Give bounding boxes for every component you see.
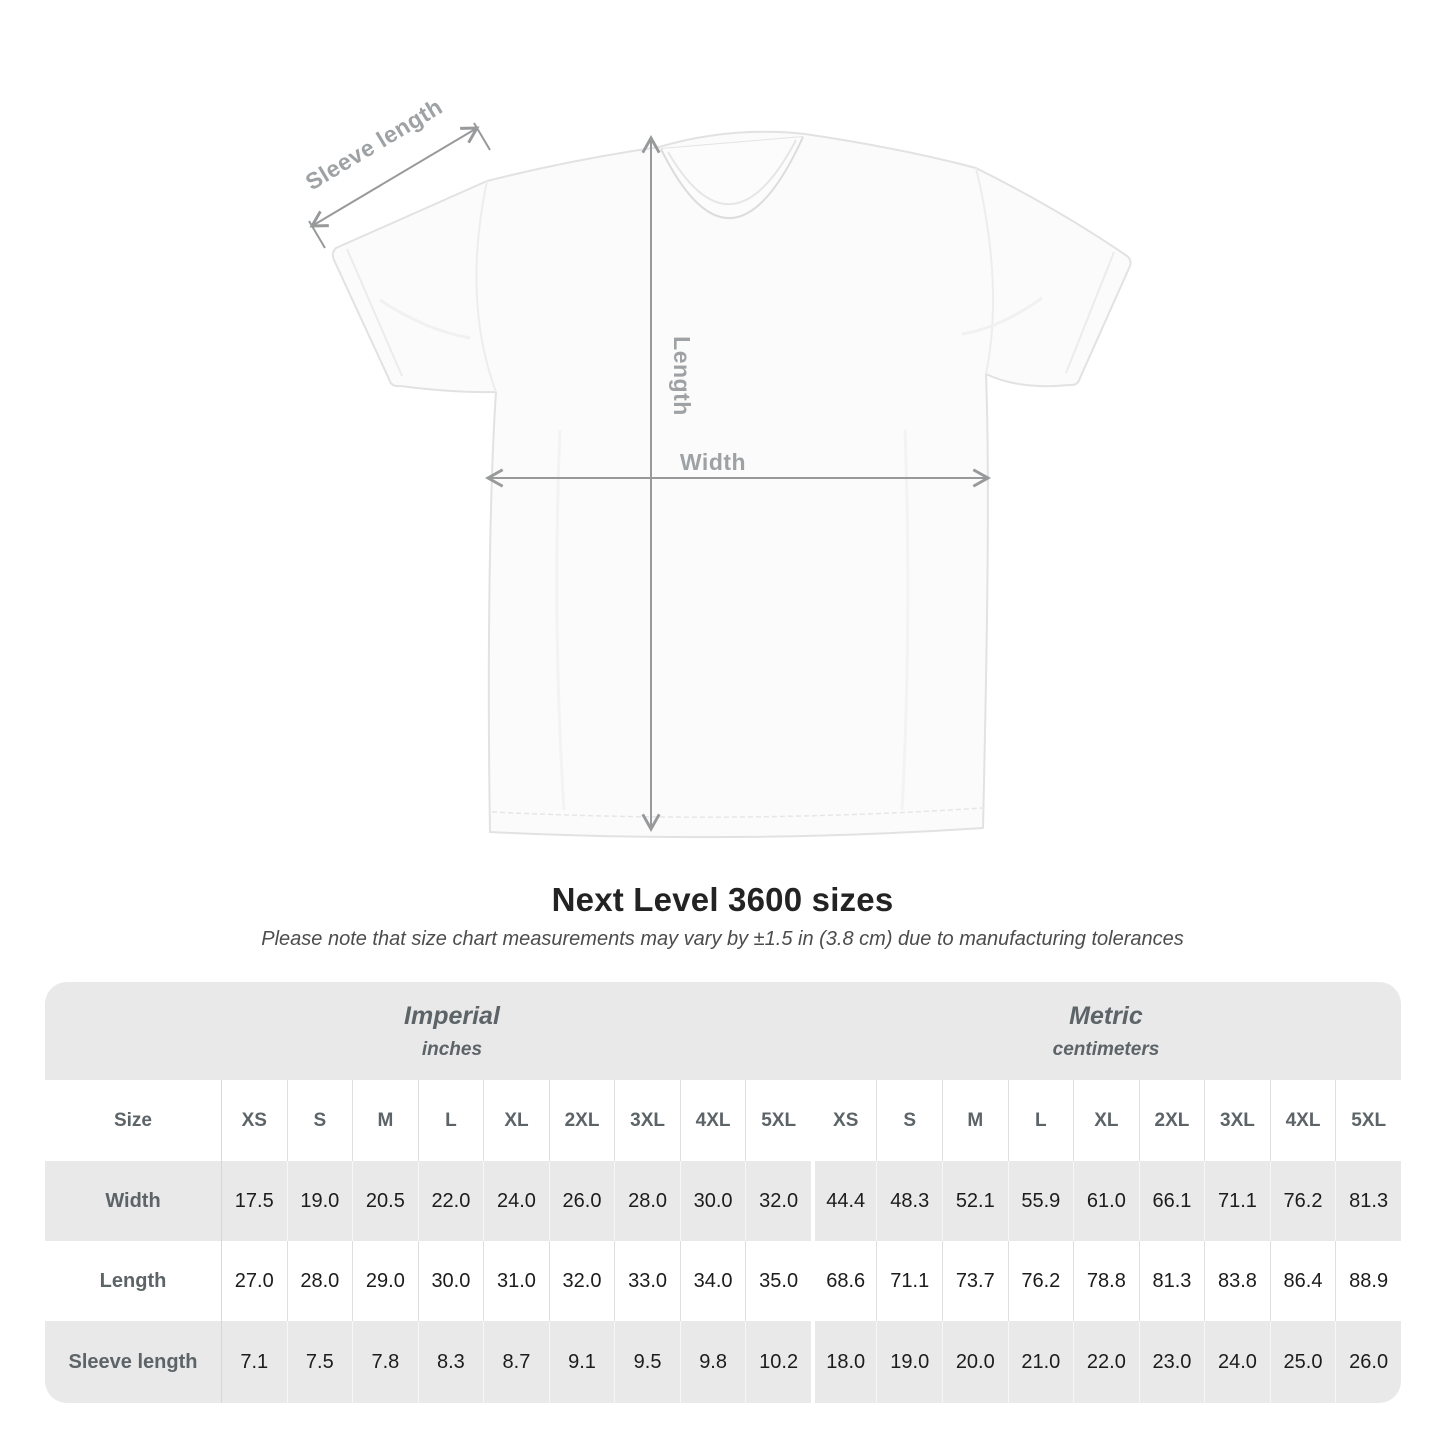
size-col-imperial-3xl: 3XL	[614, 1080, 680, 1161]
table-cell: 19.0	[876, 1321, 942, 1403]
table-cell: 55.9	[1008, 1161, 1074, 1241]
size-col-metric-m: M	[942, 1080, 1008, 1161]
tshirt-graphic	[333, 132, 1131, 837]
row-label-length: Length	[45, 1241, 221, 1321]
size-table-container	[45, 982, 1401, 1403]
table-cell: 86.4	[1270, 1241, 1336, 1321]
table-cell: 83.8	[1204, 1241, 1270, 1321]
table-cell: 8.7	[483, 1321, 549, 1403]
table-cell: 20.0	[942, 1321, 1008, 1403]
size-col-metric-5xl: 5XL	[1335, 1080, 1401, 1161]
imperial-unit: inches	[421, 1038, 483, 1060]
table-cell: 26.0	[549, 1161, 615, 1241]
size-col-imperial-4xl: 4XL	[680, 1080, 746, 1161]
sleeve-length-label: Sleeve length	[300, 93, 447, 196]
size-header-row	[45, 1080, 1401, 1161]
table-cell: 7.8	[352, 1321, 418, 1403]
table-cell: 20.5	[352, 1161, 418, 1241]
size-col-imperial-2xl: 2XL	[549, 1080, 615, 1161]
size-col-metric-xl: XL	[1073, 1080, 1139, 1161]
table-cell: 66.1	[1139, 1161, 1205, 1241]
size-col-imperial-xs: XS	[221, 1080, 287, 1161]
table-cell: 24.0	[1204, 1321, 1270, 1403]
table-cell: 88.9	[1335, 1241, 1401, 1321]
table-cell: 31.0	[483, 1241, 549, 1321]
table-row-width	[45, 1161, 1401, 1241]
table-cell: 29.0	[352, 1241, 418, 1321]
table-cell: 27.0	[221, 1241, 287, 1321]
table-cell: 22.0	[1073, 1321, 1139, 1403]
table-cell: 26.0	[1335, 1321, 1401, 1403]
size-col-metric-xs: XS	[811, 1080, 877, 1161]
metric-unit: centimeters	[1052, 1038, 1160, 1060]
table-cell: 18.0	[811, 1321, 877, 1403]
table-cell: 17.5	[221, 1161, 287, 1241]
table-cell: 7.1	[221, 1321, 287, 1403]
table-row-sleeve-length	[45, 1321, 1401, 1403]
table-cell: 48.3	[876, 1161, 942, 1241]
table-cell: 44.4	[811, 1161, 877, 1241]
table-cell: 25.0	[1270, 1321, 1336, 1403]
table-cell: 23.0	[1139, 1321, 1205, 1403]
table-cell: 32.0	[549, 1241, 615, 1321]
table-cell: 78.8	[1073, 1241, 1139, 1321]
table-cell: 9.1	[549, 1321, 615, 1403]
table-cell: 73.7	[942, 1241, 1008, 1321]
table-cell: 9.5	[614, 1321, 680, 1403]
table-cell: 52.1	[942, 1161, 1008, 1241]
length-label: Length	[669, 336, 695, 416]
table-cell: 76.2	[1270, 1161, 1336, 1241]
row-label-sleeve-length: Sleeve length	[45, 1321, 221, 1403]
metric-section-header	[811, 982, 1401, 1080]
table-cell: 61.0	[1073, 1161, 1139, 1241]
sleeve-arrow-tick-bottom	[309, 221, 325, 248]
imperial-section-header	[45, 982, 811, 1080]
table-cell: 28.0	[614, 1161, 680, 1241]
size-col-metric-s: S	[876, 1080, 942, 1161]
size-col-imperial-xl: XL	[483, 1080, 549, 1161]
size-col-imperial-s: S	[287, 1080, 353, 1161]
size-col-imperial-m: M	[352, 1080, 418, 1161]
size-col-metric-2xl: 2XL	[1139, 1080, 1205, 1161]
tolerance-note: Please note that size chart measurements may vary by ±1.5 in (3.8 cm) due to manufacturing tolerances	[261, 928, 1184, 950]
table-cell: 22.0	[418, 1161, 484, 1241]
table-cell: 71.1	[1204, 1161, 1270, 1241]
table-cell: 21.0	[1008, 1321, 1074, 1403]
width-label: Width	[679, 449, 747, 475]
sleeve-arrow-tick-top	[474, 123, 490, 150]
page-title: Next Level 3600 sizes	[551, 881, 894, 918]
table-cell: 10.2	[745, 1321, 811, 1403]
table-cell: 30.0	[418, 1241, 484, 1321]
size-col-metric-l: L	[1008, 1080, 1074, 1161]
size-col-metric-4xl: 4XL	[1270, 1080, 1336, 1161]
table-cell: 81.3	[1139, 1241, 1205, 1321]
table-row-length	[45, 1241, 1401, 1321]
table-cell: 81.3	[1335, 1161, 1401, 1241]
table-cell: 7.5	[287, 1321, 353, 1403]
metric-title: Metric	[1069, 1001, 1143, 1030]
table-cell: 68.6	[811, 1241, 877, 1321]
size-col-imperial-l: L	[418, 1080, 484, 1161]
table-cell: 9.8	[680, 1321, 746, 1403]
table-cell: 30.0	[680, 1161, 746, 1241]
size-col-metric-3xl: 3XL	[1204, 1080, 1270, 1161]
table-cell: 8.3	[418, 1321, 484, 1403]
table-cell: 35.0	[745, 1241, 811, 1321]
table-cell: 33.0	[614, 1241, 680, 1321]
table-cell: 76.2	[1008, 1241, 1074, 1321]
table-cell: 71.1	[876, 1241, 942, 1321]
table-cell: 28.0	[287, 1241, 353, 1321]
tshirt-outline	[333, 132, 1131, 837]
row-label-width: Width	[45, 1161, 221, 1241]
size-col-imperial-5xl: 5XL	[745, 1080, 811, 1161]
table-cell: 32.0	[745, 1161, 811, 1241]
imperial-title: Imperial	[404, 1001, 500, 1030]
table-cell: 19.0	[287, 1161, 353, 1241]
table-cell: 34.0	[680, 1241, 746, 1321]
unit-header-row	[45, 982, 1401, 1080]
table-cell: 24.0	[483, 1161, 549, 1241]
size-header-label: Size	[45, 1080, 221, 1161]
size-table	[45, 982, 1401, 1403]
